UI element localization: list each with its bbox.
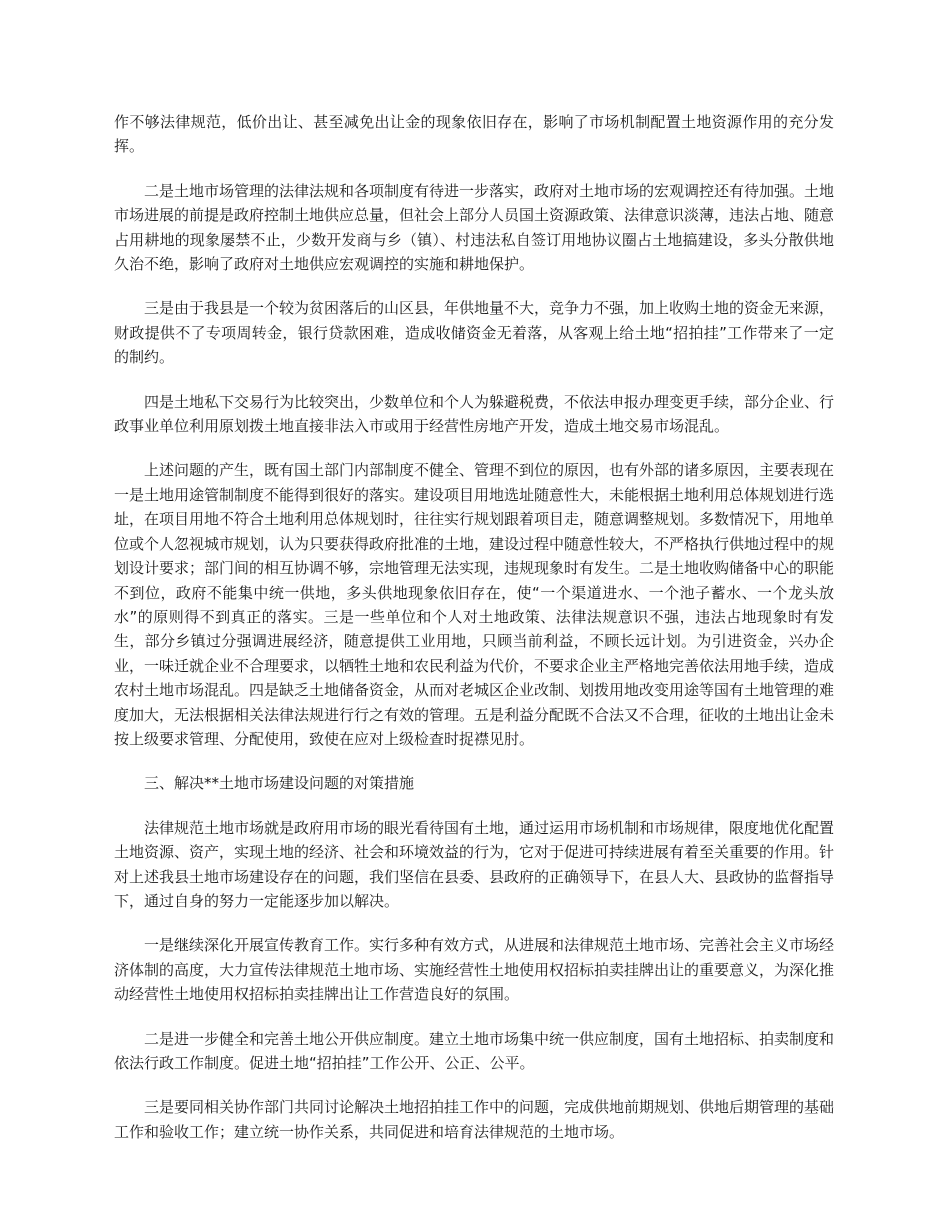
document-page — [114, 110, 834, 1164]
paragraph-continuation: 作不够法律规范，低价出让、甚至减免出让金的现象依旧存在，影响了市场机制配置土地资源作用的充分发挥。 — [114, 113, 834, 156]
section-heading: 三、解决**土地市场建设问题的对策措施 — [144, 774, 415, 793]
paragraph-point-four: 四是土地私下交易行为比较突出，少数单位和个人为躲避税费，不依法申报办理变更手续，部分企业、行政事业单位利用原划拨土地直接非法入市或用于经营性房地产开发，造成土地交易市场混乱。 — [114, 392, 835, 436]
paragraph-point-three: 三是由于我县是一个较为贫困落后的山区县，年供地量不大，竞争力不强，加上收购土地的资金无来源，财政提供不了专项周转金，银行贷款困难，造成收储资金无着落，从客观上给土地“招拍挂”工作带来了一定的制约。 — [114, 299, 835, 367]
paragraph-measure-two: 二是进一步健全和完善土地公开供应制度。建立土地市场集中统一供应制度，国有土地招标、拍卖制度和依法行政工作制度。促进土地“招拍挂”工作公开、公正、公平。 — [114, 1029, 835, 1072]
paragraph-intro-measures: 法律规范土地市场就是政府用市场的眼光看待国有土地，通过运用市场机制和市场规律，限度地优化配置土地资源、资产，实现土地的经济、社会和环境效益的行为，它对于促进可持续进展有着至关重要的作用。针对上述我县土地市场建设存在的问题，我们坚信在县委、县政府的正确领导下，在县人大、县政协的监督指导下，通过自身的努力一定能逐步加以解决。 — [114, 818, 835, 910]
paragraph-measure-three: 三是要同相关协作部门共同讨论解决土地招拍挂工作中的问题，完成供地前期规划、供地后期管理的基础工作和验收工作；建立统一协作关系，共同促进和培育法律规范的土地市场。 — [114, 1098, 835, 1141]
paragraph-measure-one: 一是继续深化开展宣传教育工作。实行多种有效方式，从进展和法律规范土地市场、完善社会主义市场经济体制的高度，大力宣传法律规范土地市场、实施经营性土地使用权招标拍卖挂牌出让的重要意义，为深化推动经营性土地使用权招标拍卖挂牌出让工作营造良好的氛围。 — [114, 936, 835, 1004]
paragraph-causes: 上述问题的产生，既有国土部门内部制度不健全、管理不到位的原因，也有外部的诸多原因，主要表现在一是土地用途管制制度不能得到很好的落实。建设项目用地选址随意性大，未能根据土地利用总体规划进行选址，在项目用地不符合土地利用总体规划时，往往实行规划跟着项目走，随意调整规划。多数情况下，用地单位或个人忽视城市规划，认为只要获得政府批准的土地，建设过程中随意性较大，不严格执行供地过程中的规划设计要求；部门间的相互协调不够，宗地管理无法实现，违规现象时有发生。二是土地收购储备中心的职能不到位，政府不能集中统一供地，多头供地现象依旧存在，使“一个渠道进水、一个池子蓄水、一个龙头放水”的原则得不到真正的落实。三是一些单位和个人对土地政策、法律法规意识不强，违法占地现象时有发生，部分乡镇过分强调进展经济，随意提供工业用地，只顾当前利益，不顾长远计划。为引进资金，兴办企业，一味迁就企业不合理要求，以牺牲土地和农民利益为代价，不要求企业主严格地完善依法用地手续，造成农村土地市场混乱。四是缺乏土地储备资金，从而对老城区企业改制、划拨用地改变用途等国有土地管理的难度加大，无法根据相关法律法规进行行之有效的管理。五是利益分配既不合法又不合理，征收的土地出让金未按上级要求管理、分配使用，致使在应对上级检查时捉襟见肘。 — [114, 461, 835, 748]
paragraph-point-two: 二是土地市场管理的法律法规和各项制度有待进一步落实，政府对土地市场的宏观调控还有待加强。土地市场进展的前提是政府控制土地供应总量，但社会上部分人员国土资源政策、法律意识淡薄，违法占地、随意占用耕地的现象屡禁不止，少数开发商与乡（镇）、村违法私自签订用地协议圈占土地搞建设，多头分散供地久治不绝，影响了政府对土地供应宏观调控的实施和耕地保护。 — [114, 181, 835, 274]
